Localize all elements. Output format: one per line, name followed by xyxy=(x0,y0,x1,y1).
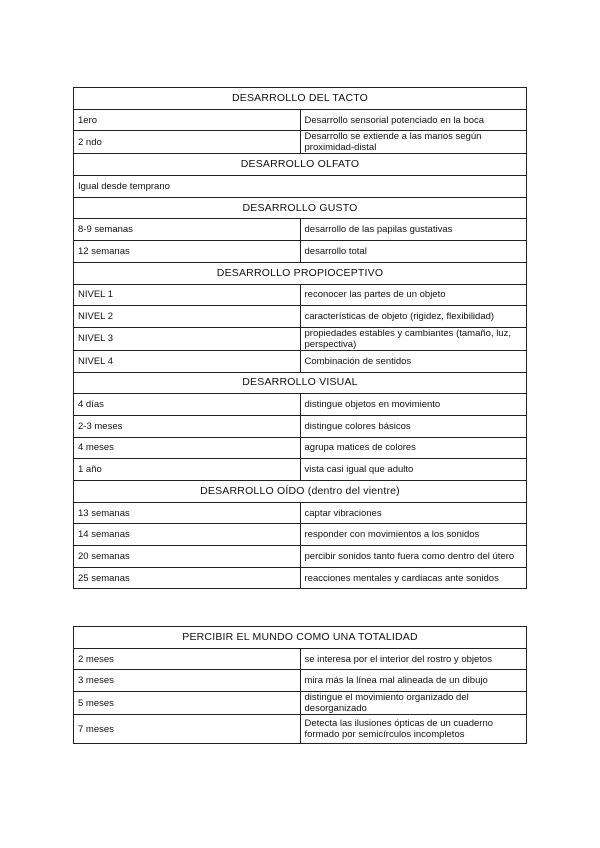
section-header-row xyxy=(74,197,527,219)
table-row xyxy=(74,306,527,328)
description-cell: agrupa matices de colores xyxy=(300,437,527,459)
table-row xyxy=(74,502,527,524)
description-cell: mira más la línea mal alineada de un dibujo xyxy=(300,670,527,692)
description-cell: distingue el movimiento organizado del desorganizado xyxy=(300,692,527,715)
age-cell: 1 año xyxy=(74,459,301,481)
description-cell: Desarrollo sensorial potenciado en la boca xyxy=(300,109,527,131)
table-row xyxy=(74,415,527,437)
description-cell: captar vibraciones xyxy=(300,502,527,524)
section-title-olfato: DESARROLLO OLFATO xyxy=(74,154,527,176)
age-cell: 4 meses xyxy=(74,437,301,459)
age-cell: NIVEL 2 xyxy=(74,306,301,328)
section-header-row xyxy=(74,372,527,394)
table-row xyxy=(74,524,527,546)
description-cell: desarrollo de las papilas gustativas xyxy=(300,219,527,241)
description-cell: distingue objetos en movimiento xyxy=(300,394,527,416)
age-cell: 12 semanas xyxy=(74,241,301,263)
age-cell: 7 meses xyxy=(74,715,301,744)
age-cell: 8-9 semanas xyxy=(74,219,301,241)
age-cell: 2-3 meses xyxy=(74,415,301,437)
description-cell: distingue colores básicos xyxy=(300,415,527,437)
table-row xyxy=(74,109,527,131)
age-cell: 4 días xyxy=(74,394,301,416)
section-title-gusto: DESARROLLO GUSTO xyxy=(74,197,527,219)
perception-table xyxy=(73,626,527,744)
full-width-cell: Igual desde temprano xyxy=(74,176,527,198)
age-cell: 20 semanas xyxy=(74,546,301,568)
section-header-row xyxy=(74,627,527,649)
section-header-row xyxy=(74,88,527,110)
age-cell: 14 semanas xyxy=(74,524,301,546)
description-cell: Desarrollo se extiende a las manos según proximidad-distal xyxy=(300,131,527,154)
section-header-row xyxy=(74,262,527,284)
age-cell: NIVEL 1 xyxy=(74,284,301,306)
description-cell: percibir sonidos tanto fuera como dentro del útero xyxy=(300,546,527,568)
description-cell: reacciones mentales y cardiacas ante sonidos xyxy=(300,567,527,589)
description-cell: características de objeto (rigidez, flexibilidad) xyxy=(300,306,527,328)
description-cell: vista casi igual que adulto xyxy=(300,459,527,481)
age-cell: 13 semanas xyxy=(74,502,301,524)
table-row xyxy=(74,241,527,263)
age-cell: 5 meses xyxy=(74,692,301,715)
description-cell: reconocer las partes de un objeto xyxy=(300,284,527,306)
development-table xyxy=(73,87,527,589)
table-row xyxy=(74,567,527,589)
section-title-tacto: DESARROLLO DEL TACTO xyxy=(74,88,527,110)
age-cell: NIVEL 4 xyxy=(74,350,301,372)
age-cell: NIVEL 3 xyxy=(74,327,301,350)
description-cell: Combinación de sentidos xyxy=(300,350,527,372)
age-cell: 3 meses xyxy=(74,670,301,692)
section-title-oido: DESARROLLO OÍDO (dentro del vientre) xyxy=(74,481,527,503)
table-row xyxy=(74,219,527,241)
age-cell: 1ero xyxy=(74,109,301,131)
age-cell: 2 ndo xyxy=(74,131,301,154)
table-row xyxy=(74,648,527,670)
section-header-row xyxy=(74,481,527,503)
table-row xyxy=(74,546,527,568)
table-row xyxy=(74,459,527,481)
table-row xyxy=(74,350,527,372)
section-title-visual: DESARROLLO VISUAL xyxy=(74,372,527,394)
description-cell: responder con movimientos a los sonidos xyxy=(300,524,527,546)
description-cell: propiedades estables y cambiantes (tamaño, luz, perspectiva) xyxy=(300,327,527,350)
table-row xyxy=(74,670,527,692)
table-row xyxy=(74,176,527,198)
section-title-totalidad: PERCIBIR EL MUNDO COMO UNA TOTALIDAD xyxy=(74,627,527,649)
table-row xyxy=(74,327,527,350)
description-cell: desarrollo total xyxy=(300,241,527,263)
description-cell: Detecta las ilusiones ópticas de un cuaderno formado por semicírculos incompletos xyxy=(300,715,527,744)
section-title-propioceptivo: DESARROLLO PROPIOCEPTIVO xyxy=(74,262,527,284)
table-row xyxy=(74,692,527,715)
table-row xyxy=(74,284,527,306)
description-cell: se interesa por el interior del rostro y objetos xyxy=(300,648,527,670)
age-cell: 2 meses xyxy=(74,648,301,670)
section-header-row xyxy=(74,154,527,176)
table-row xyxy=(74,394,527,416)
table-row xyxy=(74,131,527,154)
age-cell: 25 semanas xyxy=(74,567,301,589)
table-row xyxy=(74,437,527,459)
table-row xyxy=(74,715,527,744)
